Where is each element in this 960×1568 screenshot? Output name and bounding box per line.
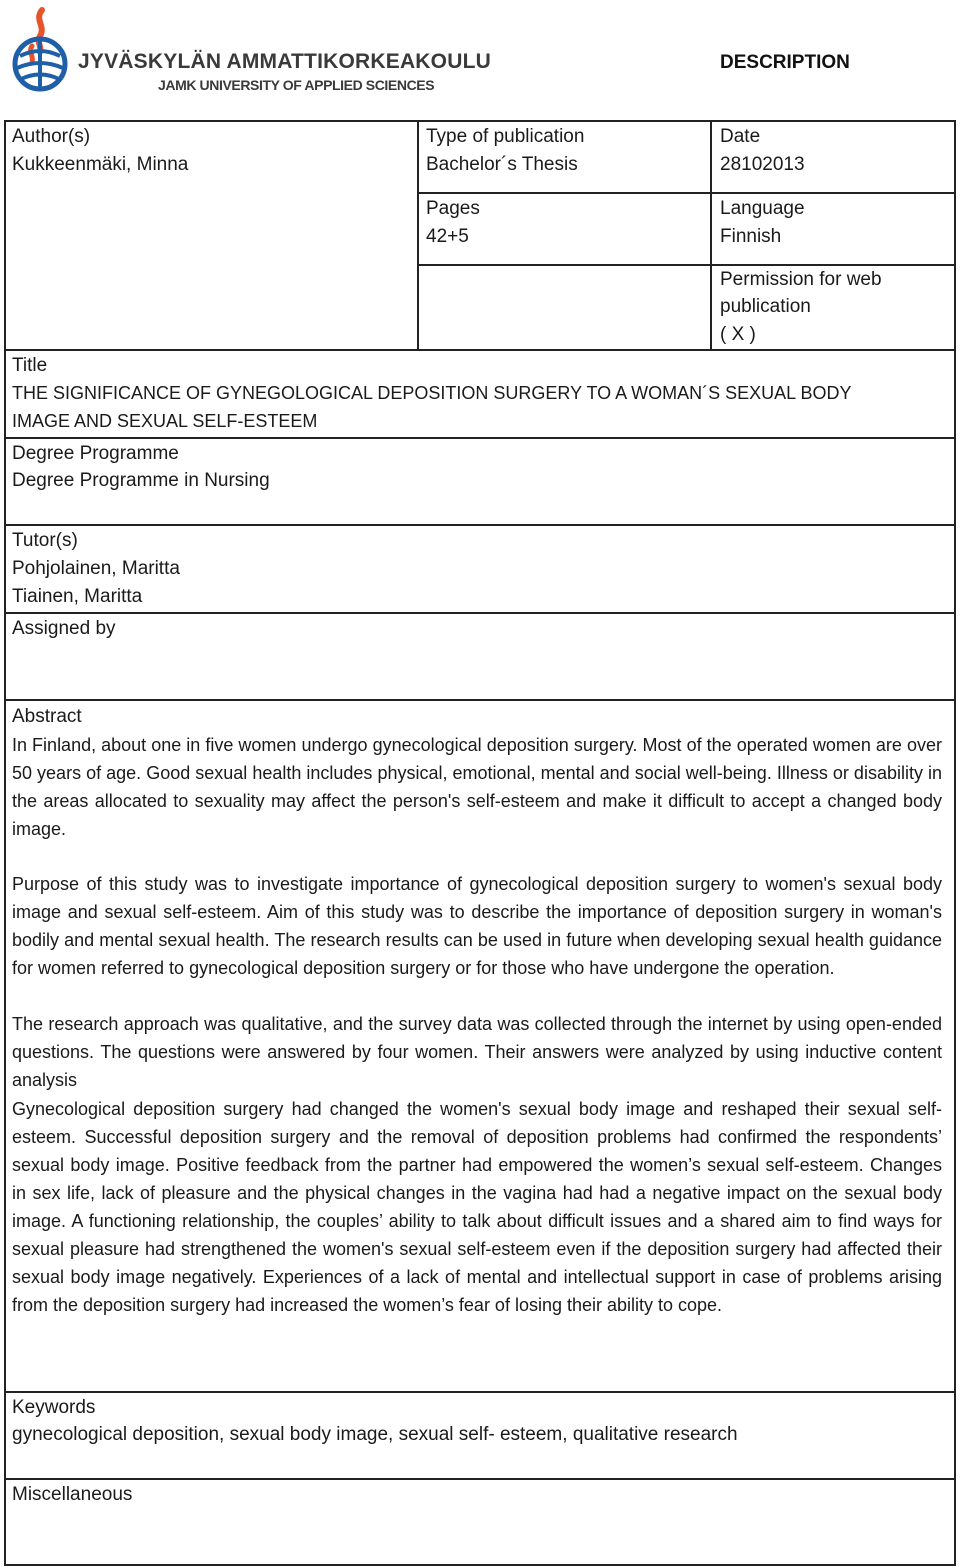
divider-keywords-top xyxy=(4,1391,956,1393)
permission-label-cont: publication xyxy=(720,296,811,317)
tutor-name: Tiainen, Maritta xyxy=(12,586,143,607)
institution-name-english: JAMK UNIVERSITY OF APPLIED SCIENCES xyxy=(158,77,435,93)
divider-pages-top xyxy=(418,192,956,194)
divider-misc-top xyxy=(4,1478,956,1480)
date-label: Date xyxy=(720,126,761,147)
miscellaneous-label: Miscellaneous xyxy=(12,1484,133,1505)
divider-assigned-top xyxy=(4,612,956,614)
tutor-label: Tutor(s) xyxy=(12,530,78,551)
date-value: 28102013 xyxy=(720,154,805,175)
thesis-title-line-2: IMAGE AND SEXUAL SELF-ESTEEM xyxy=(12,411,318,431)
jamk-logo-icon xyxy=(12,6,68,94)
pages-label: Pages xyxy=(426,198,480,219)
publication-type-value: Bachelor´s Thesis xyxy=(426,154,578,175)
language-value: Finnish xyxy=(720,226,782,247)
abstract-label: Abstract xyxy=(12,706,82,727)
divider-degree-top xyxy=(4,437,956,439)
tutor-name: Pohjolainen, Maritta xyxy=(12,558,180,579)
document-header xyxy=(0,0,960,118)
divider-abstract-top xyxy=(4,699,956,701)
frame-top xyxy=(4,120,956,122)
title-label: Title xyxy=(12,355,48,376)
publication-type-label: Type of publication xyxy=(426,126,585,147)
author-label: Author(s) xyxy=(12,126,91,147)
abstract-paragraph-3: The research approach was qualitative, and the survey data was collected through the internet by using open-ended questions. The questions were answered by four women. Their answers were analyzed by using inductive content analysis xyxy=(12,1014,942,1090)
frame-left xyxy=(4,120,6,1566)
divider-pubtype-date xyxy=(710,120,712,351)
degree-value: Degree Programme in Nursing xyxy=(12,470,270,491)
abstract-paragraph-2: Purpose of this study was to investigate importance of gynecological deposition surgery to women's sexual body image and sexual self-esteem. Aim of this study was to describe the importance of deposition surgery in woman's bodily and mental sexual health. The research results can be used in future when developing sexual health guidance for women referred to gynecological deposition surgery or for those who have undergone the operation. xyxy=(12,874,942,978)
assigned-by-label: Assigned by xyxy=(12,618,116,639)
divider-title-top xyxy=(4,349,956,351)
permission-label: Permission for web xyxy=(720,269,882,290)
keywords-value: gynecological deposition, sexual body image, sexual self- esteem, qualitative research xyxy=(12,1424,738,1445)
divider-author-pubtype xyxy=(417,120,419,351)
thesis-title-line-1: THE SIGNIFICANCE OF GYNEGOLOGICAL DEPOSITION SURGERY TO A WOMAN´S SEXUAL BODY xyxy=(12,383,852,403)
pages-value: 42+5 xyxy=(426,226,469,247)
language-label: Language xyxy=(720,198,805,219)
frame-bottom xyxy=(4,1564,956,1566)
institution-name-finnish: JYVÄSKYLÄN AMMATTIKORKEAKOULU xyxy=(78,50,491,73)
permission-value: ( X ) xyxy=(720,324,756,345)
frame-right xyxy=(954,120,956,1566)
degree-label: Degree Programme xyxy=(12,443,179,464)
document-type-heading: DESCRIPTION xyxy=(720,52,850,73)
abstract-paragraph-1: In Finland, about one in five women undergo gynecological deposition surgery. Most of the operated women are over 50 years of age. Good sexual health includes physical, emotional, mental and social well-being. Illness or disability in the areas allocated to sexuality may affect the person's self-esteem and make it difficult to accept a changed body image. xyxy=(12,735,942,839)
author-value: Kukkeenmäki, Minna xyxy=(12,154,189,175)
divider-tutor-top xyxy=(4,524,956,526)
abstract-paragraph-4: Gynecological deposition surgery had changed the women's sexual body image and reshaped their sexual self-esteem. Successful deposition surgery and the removal of deposition problems had confirmed the respondents’ sexual body image. Positive feedback from the partner had empowered the women’s sexual self-esteem. Changes in sex life, lack of pleasure and the physical changes in the vagina had had a negative impact on the sexual body image. A functioning relationship, the couples’ ability to talk about difficult issues and a shared aim to find ways for sexual pleasure had strengthened the women's sexual self-esteem even if the deposition surgery had affected their sexual body image negatively. Experiences of a lack of mental and intellectual support in case of problems arising from the deposition surgery had increased the women’s fear of losing their ability to cope. xyxy=(12,1099,942,1315)
keywords-label: Keywords xyxy=(12,1397,96,1418)
